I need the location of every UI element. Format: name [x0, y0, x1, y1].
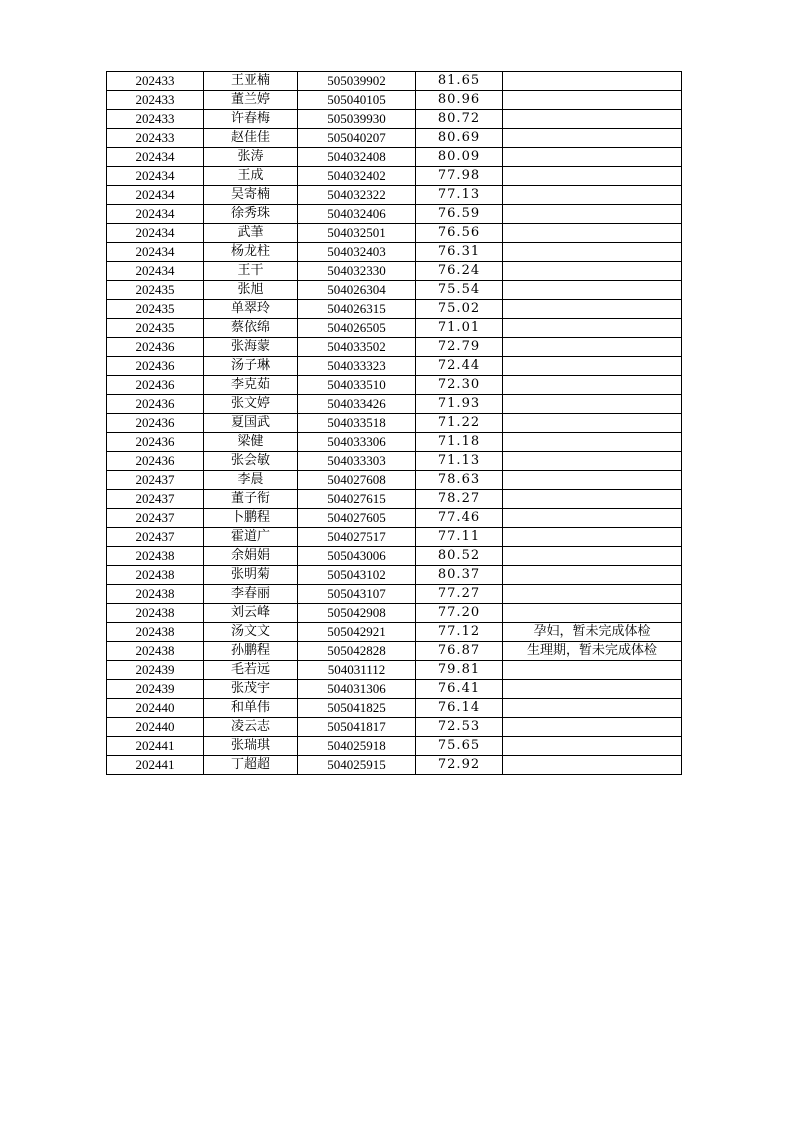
remark-cell — [503, 509, 682, 528]
score-cell: 77.46 — [416, 509, 503, 528]
candidate-name-cell: 许春梅 — [204, 110, 298, 129]
remark-cell — [503, 129, 682, 148]
exam-id-cell: 504032501 — [298, 224, 416, 243]
exam-id-cell: 505039930 — [298, 110, 416, 129]
candidate-name-cell: 张会敏 — [204, 452, 298, 471]
candidate-name-cell: 张茂宇 — [204, 680, 298, 699]
score-cell: 75.65 — [416, 737, 503, 756]
exam-id-cell: 504031112 — [298, 661, 416, 680]
remark-cell — [503, 148, 682, 167]
table-row — [107, 300, 682, 319]
group-code-cell: 202434 — [107, 262, 204, 281]
score-cell: 72.53 — [416, 718, 503, 737]
remark-cell — [503, 91, 682, 110]
group-code-cell: 202437 — [107, 509, 204, 528]
score-cell: 77.11 — [416, 528, 503, 547]
table-row — [107, 224, 682, 243]
table-row — [107, 566, 682, 585]
candidate-name-cell: 武茟 — [204, 224, 298, 243]
remark-cell — [503, 110, 682, 129]
group-code-cell: 202434 — [107, 224, 204, 243]
remark-cell — [503, 699, 682, 718]
score-cell: 71.01 — [416, 319, 503, 338]
candidate-name-cell: 夏国武 — [204, 414, 298, 433]
remark-cell — [503, 718, 682, 737]
candidate-name-cell: 吴寄楠 — [204, 186, 298, 205]
table-row — [107, 281, 682, 300]
candidate-name-cell: 张文婷 — [204, 395, 298, 414]
table-row — [107, 243, 682, 262]
score-cell: 72.44 — [416, 357, 503, 376]
remark-cell — [503, 281, 682, 300]
table-row — [107, 490, 682, 509]
score-cell: 75.54 — [416, 281, 503, 300]
table-row — [107, 91, 682, 110]
group-code-cell: 202436 — [107, 395, 204, 414]
score-cell: 75.02 — [416, 300, 503, 319]
remark-cell — [503, 566, 682, 585]
score-cell: 79.81 — [416, 661, 503, 680]
score-cell: 76.56 — [416, 224, 503, 243]
group-code-cell: 202433 — [107, 91, 204, 110]
candidate-name-cell: 单翠玲 — [204, 300, 298, 319]
candidate-name-cell: 张涛 — [204, 148, 298, 167]
score-cell: 71.93 — [416, 395, 503, 414]
table-row — [107, 262, 682, 281]
remark-cell — [503, 471, 682, 490]
table-row — [107, 357, 682, 376]
score-cell: 72.92 — [416, 756, 503, 775]
score-cell: 81.65 — [416, 72, 503, 91]
remark-cell — [503, 205, 682, 224]
candidate-name-cell: 凌云志 — [204, 718, 298, 737]
score-cell: 71.22 — [416, 414, 503, 433]
exam-id-cell: 504032402 — [298, 167, 416, 186]
remark-cell — [503, 376, 682, 395]
exam-id-cell: 505042921 — [298, 623, 416, 642]
candidate-name-cell: 刘云峰 — [204, 604, 298, 623]
group-code-cell: 202437 — [107, 528, 204, 547]
group-code-cell: 202436 — [107, 376, 204, 395]
group-code-cell: 202436 — [107, 433, 204, 452]
remark-cell — [503, 604, 682, 623]
table-row — [107, 661, 682, 680]
remark-cell — [503, 756, 682, 775]
candidate-name-cell: 杨龙柱 — [204, 243, 298, 262]
group-code-cell: 202438 — [107, 585, 204, 604]
score-cell: 77.13 — [416, 186, 503, 205]
group-code-cell: 202436 — [107, 338, 204, 357]
group-code-cell: 202433 — [107, 129, 204, 148]
remark-cell — [503, 547, 682, 566]
group-code-cell: 202438 — [107, 623, 204, 642]
candidate-name-cell: 徐秀珠 — [204, 205, 298, 224]
remark-cell — [503, 414, 682, 433]
table-row — [107, 205, 682, 224]
group-code-cell: 202438 — [107, 642, 204, 661]
table-row — [107, 471, 682, 490]
remark-cell — [503, 224, 682, 243]
group-code-cell: 202441 — [107, 737, 204, 756]
group-code-cell: 202434 — [107, 205, 204, 224]
remark-cell — [503, 357, 682, 376]
candidate-name-cell: 王成 — [204, 167, 298, 186]
group-code-cell: 202441 — [107, 756, 204, 775]
exam-id-cell: 504033518 — [298, 414, 416, 433]
group-code-cell: 202438 — [107, 547, 204, 566]
exam-id-cell: 504027517 — [298, 528, 416, 547]
candidate-name-cell: 张海蒙 — [204, 338, 298, 357]
exam-id-cell: 504033306 — [298, 433, 416, 452]
group-code-cell: 202438 — [107, 604, 204, 623]
score-cell: 77.20 — [416, 604, 503, 623]
table-row — [107, 642, 682, 661]
exam-id-cell: 504031306 — [298, 680, 416, 699]
table-row — [107, 72, 682, 91]
exam-id-cell: 504026505 — [298, 319, 416, 338]
remark-cell — [503, 243, 682, 262]
remark-cell — [503, 490, 682, 509]
candidate-name-cell: 赵佳佳 — [204, 129, 298, 148]
candidate-name-cell: 毛若远 — [204, 661, 298, 680]
score-cell: 77.12 — [416, 623, 503, 642]
exam-id-cell: 504026315 — [298, 300, 416, 319]
candidate-name-cell: 李春丽 — [204, 585, 298, 604]
table-row — [107, 623, 682, 642]
candidate-name-cell: 王干 — [204, 262, 298, 281]
remark-cell: 生理期，暂未完成体检 — [503, 642, 682, 661]
table-row — [107, 433, 682, 452]
exam-id-cell: 505042828 — [298, 642, 416, 661]
table-row — [107, 528, 682, 547]
table-row — [107, 718, 682, 737]
group-code-cell: 202435 — [107, 300, 204, 319]
score-cell: 80.72 — [416, 110, 503, 129]
group-code-cell: 202434 — [107, 186, 204, 205]
exam-id-cell: 504027605 — [298, 509, 416, 528]
candidate-name-cell: 张明菊 — [204, 566, 298, 585]
remark-cell — [503, 167, 682, 186]
table-row — [107, 452, 682, 471]
remark-cell — [503, 661, 682, 680]
exam-id-cell: 504033303 — [298, 452, 416, 471]
table-row — [107, 604, 682, 623]
group-code-cell: 202433 — [107, 72, 204, 91]
exam-id-cell: 504025915 — [298, 756, 416, 775]
exam-id-cell: 505041817 — [298, 718, 416, 737]
table-row — [107, 509, 682, 528]
exam-id-cell: 504026304 — [298, 281, 416, 300]
table-row — [107, 186, 682, 205]
remark-cell — [503, 737, 682, 756]
table-row — [107, 414, 682, 433]
group-code-cell: 202436 — [107, 357, 204, 376]
exam-id-cell: 505043107 — [298, 585, 416, 604]
group-code-cell: 202439 — [107, 661, 204, 680]
table-row — [107, 737, 682, 756]
candidate-name-cell: 董子衔 — [204, 490, 298, 509]
score-cell: 80.37 — [416, 566, 503, 585]
group-code-cell: 202435 — [107, 319, 204, 338]
table-row — [107, 585, 682, 604]
exam-id-cell: 504032322 — [298, 186, 416, 205]
remark-cell — [503, 528, 682, 547]
score-cell: 71.18 — [416, 433, 503, 452]
exam-id-cell: 504027608 — [298, 471, 416, 490]
table-row — [107, 680, 682, 699]
table-row — [107, 110, 682, 129]
score-cell: 80.96 — [416, 91, 503, 110]
group-code-cell: 202439 — [107, 680, 204, 699]
candidate-name-cell: 孙鹏程 — [204, 642, 298, 661]
table-row — [107, 376, 682, 395]
table-body — [107, 72, 682, 775]
remark-cell — [503, 585, 682, 604]
exam-id-cell: 505040207 — [298, 129, 416, 148]
table-row — [107, 338, 682, 357]
exam-id-cell: 504032406 — [298, 205, 416, 224]
remark-cell — [503, 186, 682, 205]
candidate-name-cell: 王亚楠 — [204, 72, 298, 91]
candidate-name-cell: 张瑞琪 — [204, 737, 298, 756]
score-cell: 80.69 — [416, 129, 503, 148]
score-cell: 72.79 — [416, 338, 503, 357]
remark-cell — [503, 262, 682, 281]
score-cell: 76.87 — [416, 642, 503, 661]
remark-cell — [503, 319, 682, 338]
remark-cell — [503, 452, 682, 471]
group-code-cell: 202437 — [107, 490, 204, 509]
table-row — [107, 699, 682, 718]
table-row — [107, 319, 682, 338]
exam-id-cell: 504032330 — [298, 262, 416, 281]
exam-id-cell: 504027615 — [298, 490, 416, 509]
exam-id-cell: 505042908 — [298, 604, 416, 623]
score-cell: 77.98 — [416, 167, 503, 186]
candidate-name-cell: 汤子琳 — [204, 357, 298, 376]
group-code-cell: 202434 — [107, 148, 204, 167]
group-code-cell: 202436 — [107, 452, 204, 471]
exam-id-cell: 504032403 — [298, 243, 416, 262]
exam-id-cell: 504025918 — [298, 737, 416, 756]
exam-id-cell: 505043102 — [298, 566, 416, 585]
remark-cell: 孕妇，暂未完成体检 — [503, 623, 682, 642]
score-cell: 80.52 — [416, 547, 503, 566]
candidate-name-cell: 霍道广 — [204, 528, 298, 547]
candidate-name-cell: 蔡依绵 — [204, 319, 298, 338]
score-cell: 76.59 — [416, 205, 503, 224]
candidate-name-cell: 和单伟 — [204, 699, 298, 718]
candidate-name-cell: 丁超超 — [204, 756, 298, 775]
remark-cell — [503, 680, 682, 699]
group-code-cell: 202435 — [107, 281, 204, 300]
exam-id-cell: 504033426 — [298, 395, 416, 414]
exam-id-cell: 505039902 — [298, 72, 416, 91]
candidate-name-cell: 余娟娟 — [204, 547, 298, 566]
candidate-name-cell: 梁健 — [204, 433, 298, 452]
exam-id-cell: 504033323 — [298, 357, 416, 376]
remark-cell — [503, 338, 682, 357]
remark-cell — [503, 395, 682, 414]
score-cell: 76.24 — [416, 262, 503, 281]
score-cell: 72.30 — [416, 376, 503, 395]
table-row — [107, 547, 682, 566]
candidate-name-cell: 李克茹 — [204, 376, 298, 395]
score-cell: 80.09 — [416, 148, 503, 167]
score-table — [106, 71, 682, 775]
exam-id-cell: 504033502 — [298, 338, 416, 357]
group-code-cell: 202440 — [107, 718, 204, 737]
remark-cell — [503, 433, 682, 452]
candidate-name-cell: 李晨 — [204, 471, 298, 490]
exam-id-cell: 504033510 — [298, 376, 416, 395]
exam-id-cell: 505043006 — [298, 547, 416, 566]
table-row — [107, 395, 682, 414]
group-code-cell: 202434 — [107, 243, 204, 262]
score-cell: 78.63 — [416, 471, 503, 490]
candidate-name-cell: 董兰婷 — [204, 91, 298, 110]
group-code-cell: 202438 — [107, 566, 204, 585]
group-code-cell: 202433 — [107, 110, 204, 129]
table-row — [107, 148, 682, 167]
candidate-name-cell: 卜鹏程 — [204, 509, 298, 528]
score-cell: 71.13 — [416, 452, 503, 471]
remark-cell — [503, 300, 682, 319]
group-code-cell: 202436 — [107, 414, 204, 433]
remark-cell — [503, 72, 682, 91]
score-cell: 76.14 — [416, 699, 503, 718]
table-row — [107, 129, 682, 148]
group-code-cell: 202440 — [107, 699, 204, 718]
candidate-name-cell: 张旭 — [204, 281, 298, 300]
candidate-name-cell: 汤文文 — [204, 623, 298, 642]
exam-id-cell: 505040105 — [298, 91, 416, 110]
score-cell: 76.41 — [416, 680, 503, 699]
exam-id-cell: 504032408 — [298, 148, 416, 167]
score-cell: 78.27 — [416, 490, 503, 509]
group-code-cell: 202437 — [107, 471, 204, 490]
table-row — [107, 167, 682, 186]
score-cell: 77.27 — [416, 585, 503, 604]
table-row — [107, 756, 682, 775]
group-code-cell: 202434 — [107, 167, 204, 186]
exam-id-cell: 505041825 — [298, 699, 416, 718]
score-cell: 76.31 — [416, 243, 503, 262]
